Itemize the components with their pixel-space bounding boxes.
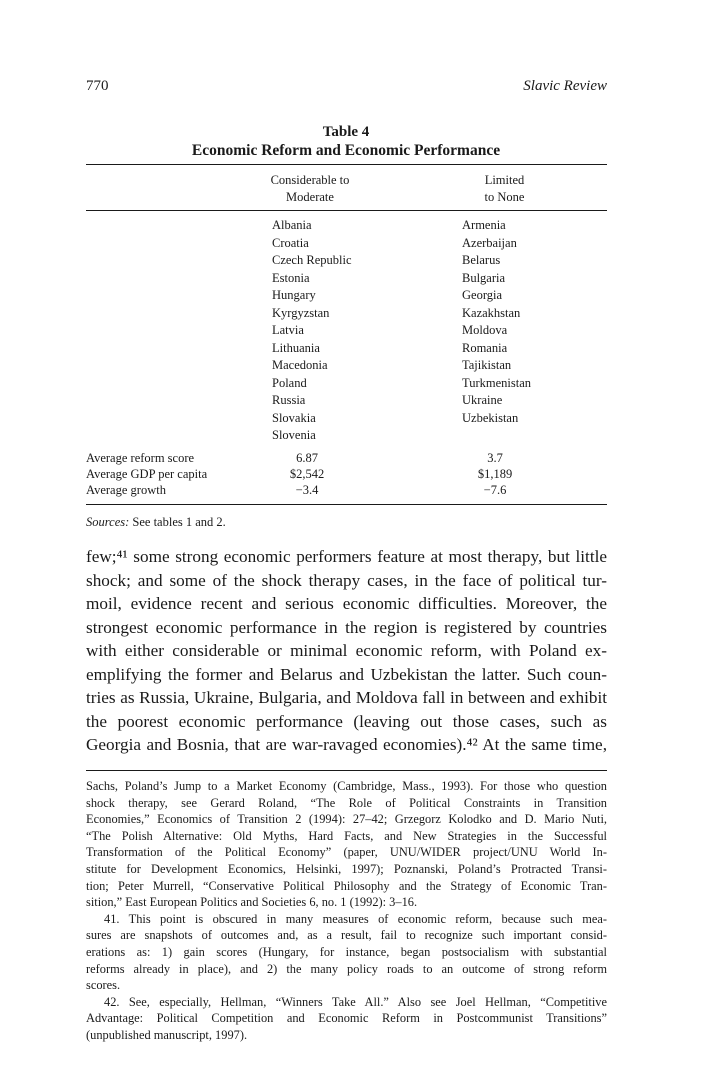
body-line: the poorest economic performance (leaving out those cases, such as [86, 711, 607, 731]
country-item: Belarus [462, 253, 501, 267]
country-item: Romania [462, 340, 508, 355]
column-header-line: to None [484, 190, 525, 204]
cell-reform-score-a: 6.87 [296, 451, 318, 465]
body-line: with either considerable or minimal economic reform, with Poland ex- [86, 641, 607, 660]
country-item: Lithuania [272, 340, 320, 355]
footnote-line: scores. [86, 978, 121, 993]
body-line: moil, evidence recent and serious economic difficulties. Moreover, the [86, 594, 607, 613]
footnote-line: Advantage: Political Competition and Economic Reform in Postcommunist Transitions” [86, 1011, 607, 1026]
country-list-considerable [272, 217, 352, 445]
footnote-line: shock therapy, see Gerard Roland, “The Role of Political Constraints in Transition [86, 795, 607, 810]
footnote-line: sition,” East European Politics and Societies 6, no. 1 (1992): 3–16. [86, 895, 418, 910]
table-sources-note [86, 515, 226, 530]
country-item: Ukraine [462, 393, 503, 407]
cell-growth-a: −3.4 [295, 483, 319, 497]
table-label: Table 4 [322, 124, 370, 140]
country-item: Hungary [272, 288, 316, 302]
country-item: Tajikistan [462, 358, 512, 372]
cell-growth-b: −7.6 [483, 483, 507, 497]
country-item: Turkmenistan [462, 375, 531, 390]
country-item: Kazakhstan [462, 305, 521, 320]
journal-title: Slavic Review [523, 78, 607, 94]
country-item: Albania [272, 218, 312, 232]
footnote-line: tion; Peter Murrell, “Conservative Political Philosophy and the Strategy of Economic Tran- [86, 878, 607, 893]
column-header-line: Limited [484, 173, 525, 187]
body-line: emplifying the former and Belarus and Uzbekistan the latter. Such coun- [86, 664, 607, 684]
footnote-line: 42. See, especially, Hellman, “Winners Take All.” Also see Joel Hellman, “Competitive [104, 994, 607, 1009]
country-item: Kyrgyzstan [272, 305, 330, 320]
country-item: Macedonia [272, 358, 328, 372]
country-item: Poland [272, 375, 307, 390]
cell-gdp-b: $1,189 [477, 467, 513, 481]
footnote-line: Sachs, Poland’s Jump to a Market Economy (Cambridge, Mass., 1993). For those who question [86, 779, 607, 793]
table-bottom-rule [86, 504, 607, 505]
footnote-line: sures are snapshots of outcomes and, as a result, fail to recognize such important consid- [86, 928, 607, 943]
country-item: Estonia [272, 270, 310, 285]
body-line: Georgia and Bosnia, that are war-ravaged economies).⁴² At the same time, [86, 735, 607, 754]
column-header-line: Moderate [286, 190, 334, 204]
footnote-line: 41. This point is obscured in many measures of economic reform, because such mea- [104, 911, 607, 926]
country-item: Slovenia [272, 428, 316, 442]
body-line: strongest economic performance in the region is registered by countries [86, 617, 607, 637]
column-header-considerable [255, 172, 365, 206]
country-item: Georgia [462, 288, 503, 302]
sources-text: See tables 1 and 2. [129, 515, 226, 529]
country-list-limited [462, 217, 531, 427]
country-item: Uzbekistan [462, 410, 519, 425]
column-header-limited [452, 172, 557, 206]
country-item: Croatia [272, 235, 309, 250]
table-header-rule [86, 210, 607, 211]
footnote-line: (unpublished manuscript, 1997). [86, 1027, 248, 1042]
footnote-line: Economies,” Economics of Transition 2 (1994): 27–42; Grzegorz Kolodko and D. Mario Nuti, [86, 812, 607, 827]
footnote-line: “The Polish Alternative: Old Myths, Hard Facts, and New Strategies in the Successful [86, 828, 607, 843]
footnote-rule [86, 770, 607, 771]
footnote-line: Transformation of the Political Economy” (paper, UNU/WIDER project/UNU World In- [86, 845, 607, 860]
footnote-line: reforms already in place), and 2) the many policy roads to an outcome of strong reform [86, 961, 607, 976]
country-item: Russia [272, 393, 306, 407]
country-item: Bulgaria [462, 270, 506, 285]
cell-reform-score-b: 3.7 [487, 451, 503, 465]
body-line: few;⁴¹ some strong economic performers feature at most therapy, but little [86, 547, 607, 566]
row-label-growth: Average growth [86, 483, 166, 497]
body-line: tries as Russia, Ukraine, Bulgaria, and Moldova fall in between and exhibit [86, 688, 607, 707]
country-item: Moldova [462, 323, 508, 337]
table-title: Economic Reform and Economic Performance [191, 142, 501, 159]
cell-gdp-a: $2,542 [289, 467, 325, 481]
footnote-line: erations as: 1) gain scores (Hungary, for instance, began postsocialism with substantial [86, 944, 607, 959]
country-item: Latvia [272, 323, 304, 337]
body-paragraph [86, 545, 607, 757]
country-item: Azerbaijan [462, 235, 517, 250]
country-item: Czech Republic [272, 253, 352, 267]
table-top-rule [86, 164, 607, 165]
sources-label: Sources: [86, 515, 130, 529]
footnote-line: stitute for Development Economics, Helsinki, 1997); Poznanski, Poland’s Protracted Transi- [86, 861, 607, 876]
column-header-line: Considerable to [270, 173, 350, 187]
footnotes-block [86, 778, 607, 1044]
country-item: Armenia [462, 218, 506, 232]
body-line: shock; and some of the shock therapy cases, in the face of political tur- [86, 570, 607, 590]
row-label-reform-score: Average reform score [86, 451, 195, 465]
row-label-gdp-per-capita: Average GDP per capita [86, 467, 208, 481]
country-item: Slovakia [272, 410, 316, 425]
page-number: 770 [86, 78, 109, 94]
